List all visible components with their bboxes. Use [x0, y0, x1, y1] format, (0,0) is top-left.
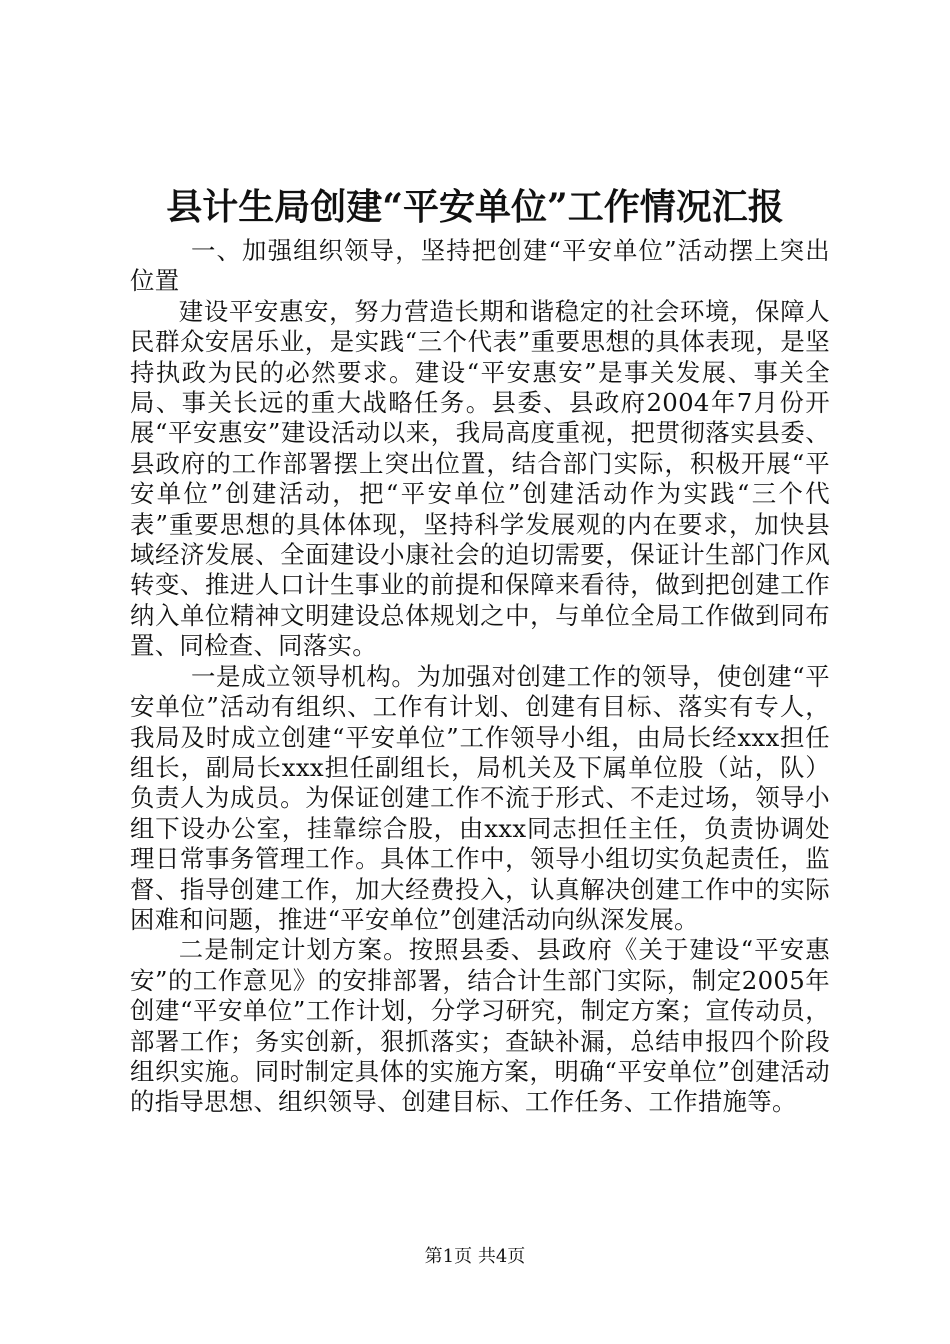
paragraph: 二是制定计划方案。按照县委、县政府《关于建设“平安惠安”的工作意见》的安排部署，结合计生部门实际，制定2005年创建“平安单位”工作计划，分学习研究，制定方案；宣传动员，部署工作；务实创新，狠抓落实；查缺补漏，总结申报四个阶段组织实施。同时制定具体的实施方案，明确“平安单位”创建活动的指导思想、组织领导、创建目标、工作任务、工作措施等。	[130, 935, 830, 1117]
document-title: 县计生局创建“平安单位”工作情况汇报	[166, 186, 784, 228]
paragraph: 建设平安惠安，努力营造长期和谐稳定的社会环境，保障人民群众安居乐业，是实践“三个代表”重要思想的具体表现，是坚持执政为民的必然要求。建设“平安惠安”是事关发展、事关全局、事关长远的重大战略任务。县委、县政府2004年7月份开展“平安惠安”建设活动以来，我局高度重视，把贯彻落实县委、县政府的工作部署摆上突出位置，结合部门实际，积极开展“平安单位”创建活动，把“平安单位”创建活动作为实践“三个代表”重要思想的具体体现，坚持科学发展观的内在要求，加快县域经济发展、全面建设小康社会的迫切需要，保证计生部门作风转变、推进人口计生事业的前提和保障来看待，做到把创建工作纳入单位精神文明建设总体规划之中，与单位全局工作做到同布置、同检查、同落实。	[130, 296, 830, 661]
section-heading: 一、加强组织领导，坚持把创建“平安单位”活动摆上突出位置	[130, 236, 830, 296]
paragraph: 一是成立领导机构。为加强对创建工作的领导，使创建“平安单位”活动有组织、工作有计划、创建有目标、落实有专人，我局及时成立创建“平安单位”工作领导小组，由局长经xxx担任组长，副局长xxx担任副组长，局机关及下属单位股（站，队）负责人为成员。为保证创建工作不流于形式、不走过场，领导小组下设办公室，挂靠综合股，由xxx同志担任主任，负责协调处理日常事务管理工作。具体工作中，领导小组切实负起责任，监督、指导创建工作，加大经费投入，认真解决创建工作中的实际困难和问题，推进“平安单位”创建活动向纵深发展。	[130, 661, 830, 934]
page-number-footer: 第1页 共4页	[424, 1246, 526, 1267]
document-body	[130, 236, 830, 1118]
